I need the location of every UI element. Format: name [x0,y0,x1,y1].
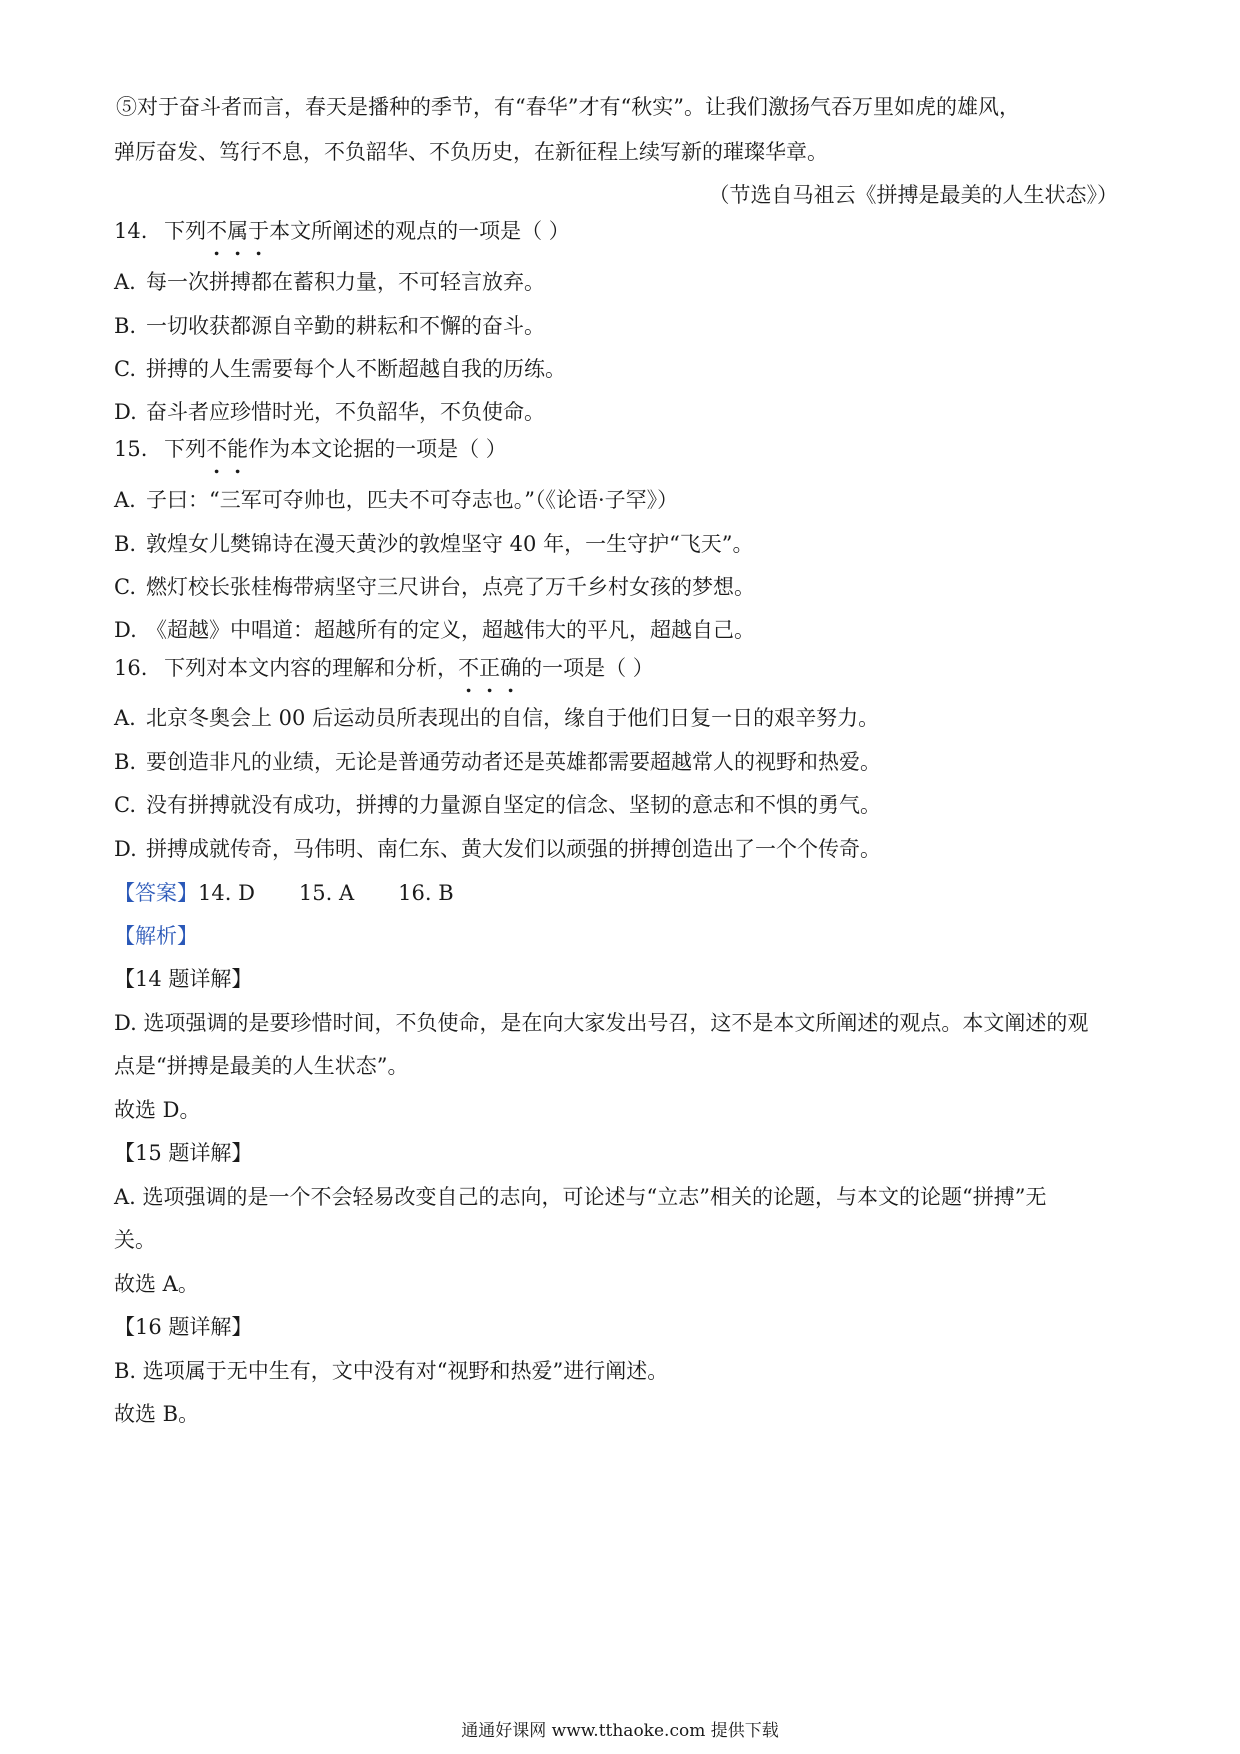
option-c [0,354,1240,384]
option-text: 没有拼搏就没有成功，拼搏的力量源自坚定的信念、坚韧的意志和不惧的勇气。 [146,793,881,817]
question-text: 的一项是（ ） [521,656,654,680]
option-letter: C. [114,575,136,599]
option-letter: B. [114,750,137,774]
question-14 [0,216,1240,246]
option-b [0,529,1240,559]
emphasis-char: 能 [227,437,249,461]
detail-14-line: 点是“拼搏是最美的人生状态”。 [114,1054,409,1078]
detail-heading-16: 【16 题详解】 [114,1315,253,1339]
emphasis-char: 正 [479,656,501,680]
option-text: 每一次拼搏都在蓄积力量，不可轻言放弃。 [146,270,545,294]
analysis-label: 【解析】 [114,924,198,948]
detail-heading-15: 【15 题详解】 [114,1141,253,1165]
detail-14-line: D. 选项强调的是要珍惜时间，不负使命，是在向大家发出号召，这不是本文所阐述的观点。本文阐述的观 [114,1011,1089,1035]
option-letter: A. [114,706,136,730]
option-d [0,834,1240,864]
option-d [0,615,1240,645]
option-text: 要创造非凡的业绩，无论是普通劳动者还是英雄都需要超越常人的视野和热爱。 [146,750,881,774]
option-letter: D. [114,618,137,642]
option-a [0,485,1240,515]
option-text: 拼搏成就传奇，马伟明、南仁东、黄大发们以顽强的拼搏创造出了一个个传奇。 [146,837,881,861]
detail-15-line: 关。 [114,1228,156,1252]
option-a [0,703,1240,733]
emphasis-char: 于 [248,219,270,243]
answer-line [0,878,1240,908]
option-a [0,267,1240,297]
option-b [0,747,1240,777]
emphasis-char: 不 [206,437,228,461]
emphasis-char: 确 [500,656,522,680]
question-text: 下列 [164,437,207,461]
question-number: 15. [114,437,148,461]
detail-15-line: A. 选项强调的是一个不会轻易改变自己的志向，可论述与“立志”相关的论题，与本文的论题“拼搏”无 [114,1185,1047,1209]
passage-line: 弹厉奋发、笃行不息，不负韶华、不负历史，在新征程上续写新的璀璨华章。 [114,140,828,164]
option-letter: D. [114,837,137,861]
detail-14-conclusion: 故选 D。 [114,1098,201,1122]
question-16 [0,653,1240,683]
emphasis-char: 不 [458,656,480,680]
option-text: 燃灯校长张桂梅带病坚守三尺讲台，点亮了万千乡村女孩的梦想。 [146,575,755,599]
question-text: 下列对本文内容的理解和分析， [164,656,459,680]
question-number: 14. [114,219,148,243]
option-text: 北京冬奥会上 00 后运动员所表现出的自信，缘自于他们日复一日的艰辛努力。 [146,706,880,730]
option-c [0,572,1240,602]
option-letter: A. [114,488,136,512]
option-letter: B. [114,314,137,338]
option-letter: C. [114,357,136,381]
detail-15-conclusion: 故选 A。 [114,1272,199,1296]
emphasis-char: 属 [227,219,249,243]
option-text: 敦煌女儿樊锦诗在漫天黄沙的敦煌坚守 40 年，一生守护“飞天”。 [146,532,754,556]
passage-line: ⑤对于奋斗者而言，春天是播种的季节，有“春华”才有“秋实”。让我们激扬气吞万里如虎的雄风， [116,95,1020,119]
answer-label: 【答案】 [114,881,198,905]
footer-source: 通通好课网 www.tthaoke.com 提供下载 [461,1721,779,1741]
detail-heading-14: 【14 题详解】 [114,967,253,991]
passage-source: （节选自马祖云《拼搏是最美的人生状态》） [708,183,1118,207]
question-text: 下列 [164,219,207,243]
detail-16-conclusion: 故选 B。 [114,1402,200,1426]
option-b [0,311,1240,341]
option-text: 一切收获都源自辛勤的耕耘和不懈的奋斗。 [146,314,545,338]
question-text: 本文所阐述的观点的一项是（ ） [269,219,570,243]
option-c [0,790,1240,820]
option-letter: A. [114,270,136,294]
option-letter: B. [114,532,137,556]
option-text: 拼搏的人生需要每个人不断超越自我的历练。 [146,357,566,381]
option-letter: C. [114,793,136,817]
option-text: 奋斗者应珍惜时光，不负韶华，不负使命。 [146,400,545,424]
emphasis-char: 不 [206,219,228,243]
answer-16: 16. B [398,881,454,905]
option-letter: D. [114,400,137,424]
answer-15: 15. A [298,881,355,905]
option-d [0,397,1240,427]
question-15 [0,434,1240,464]
option-text: 子曰：“三军可夺帅也，匹夫不可夺志也。”（《论语·子罕》） [146,488,679,512]
detail-16-line: B. 选项属于无中生有，文中没有对“视野和热爱”进行阐述。 [114,1359,669,1383]
option-text: 《超越》中唱道：超越所有的定义，超越伟大的平凡，超越自己。 [146,618,755,642]
question-number: 16. [114,656,148,680]
question-text: 作为本文论据的一项是（ ） [248,437,507,461]
answer-14: 14. D [198,881,255,905]
